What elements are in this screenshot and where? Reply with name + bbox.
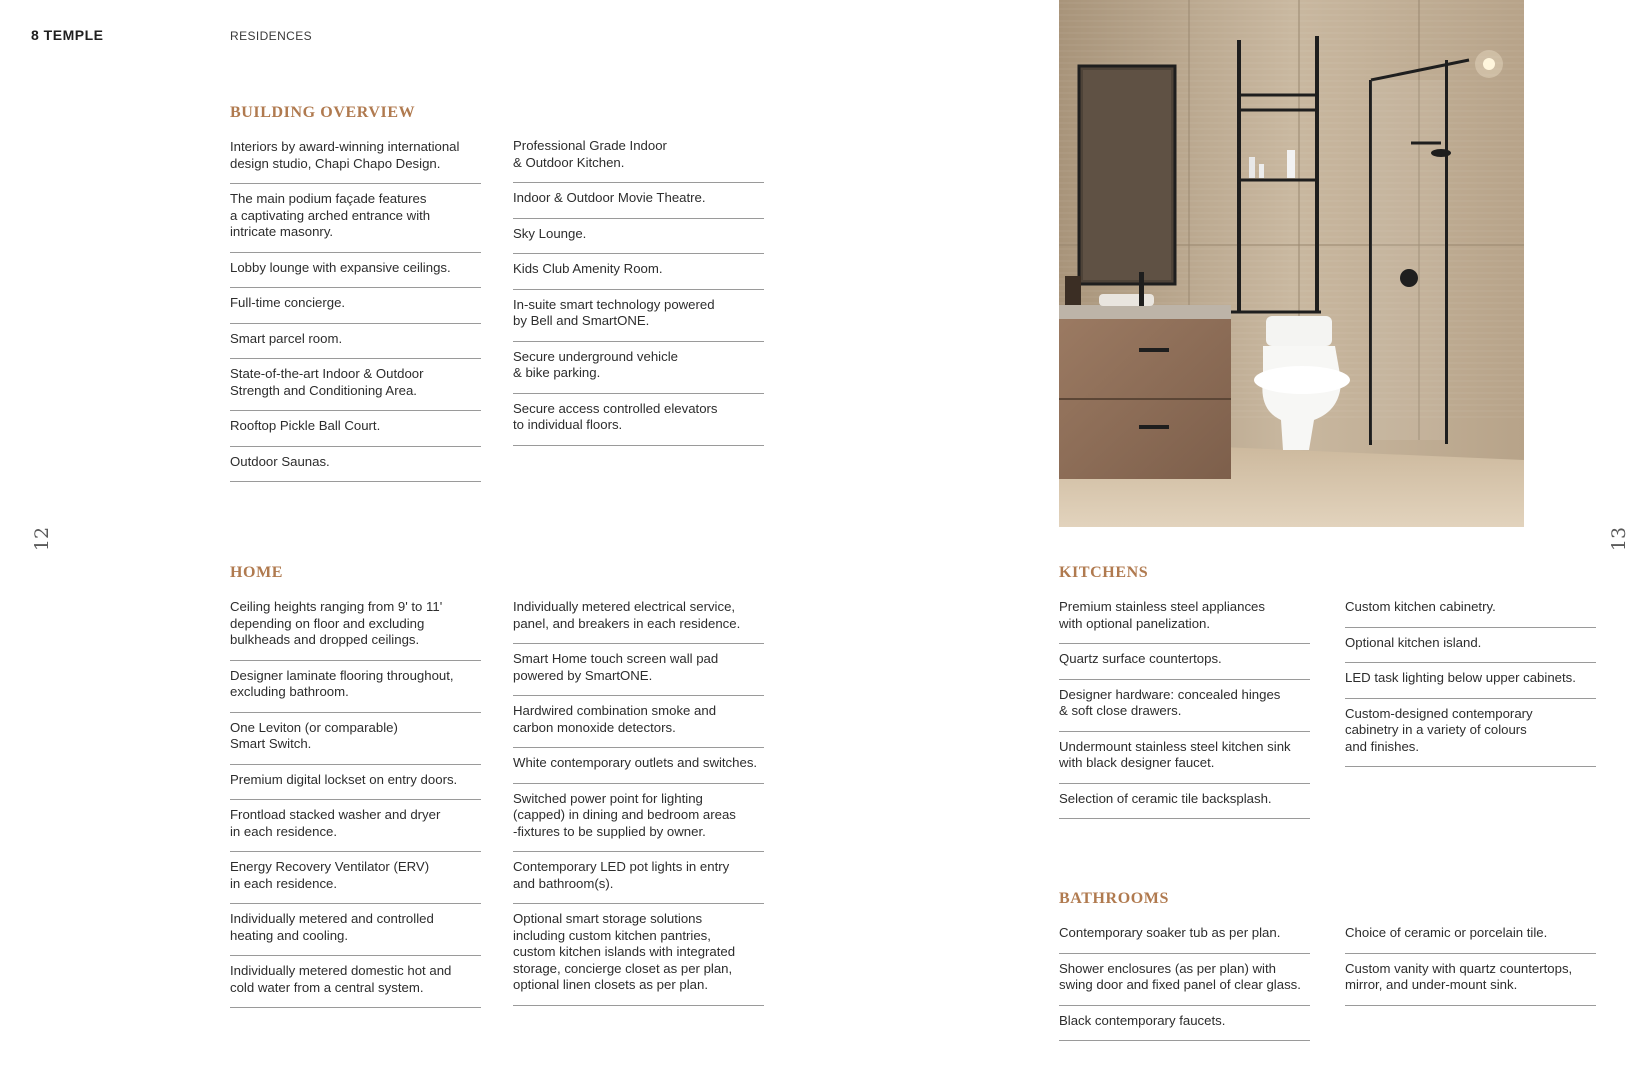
list-item: One Leviton (or comparable) Smart Switch. <box>230 713 481 765</box>
list-item: Premium stainless steel appliances with optional panelization. <box>1059 599 1310 644</box>
list-item: LED task lighting below upper cabinets. <box>1345 663 1596 699</box>
home-col1 <box>230 599 481 1008</box>
brand-logo: 8 TEMPLE <box>31 27 104 43</box>
list-item: Rooftop Pickle Ball Court. <box>230 411 481 447</box>
list-item: Undermount stainless steel kitchen sink with black designer faucet. <box>1059 732 1310 784</box>
building-overview-col2 <box>513 138 764 446</box>
list-item: Professional Grade Indoor & Outdoor Kitchen. <box>513 138 764 183</box>
building-overview-col1 <box>230 139 481 482</box>
bathroom-photo <box>1059 0 1524 527</box>
page-number-left: 12 <box>31 526 54 552</box>
list-item: Energy Recovery Ventilator (ERV) in each residence. <box>230 852 481 904</box>
list-item: Designer laminate flooring throughout, excluding bathroom. <box>230 661 481 713</box>
list-item: Optional kitchen island. <box>1345 628 1596 664</box>
bathroom-illustration <box>1059 0 1524 527</box>
list-item: Secure access controlled elevators to individual floors. <box>513 394 764 446</box>
list-item: Black contemporary faucets. <box>1059 1006 1310 1042</box>
list-item: Sky Lounge. <box>513 219 764 255</box>
home-col2 <box>513 599 764 1006</box>
bathrooms-col1 <box>1059 925 1310 1041</box>
list-item: Smart Home touch screen wall pad powered by SmartONE. <box>513 644 764 696</box>
list-item: Full-time concierge. <box>230 288 481 324</box>
section-label: RESIDENCES <box>230 29 313 43</box>
list-item: Lobby lounge with expansive ceilings. <box>230 253 481 289</box>
home-heading: HOME <box>230 564 284 581</box>
building-overview-heading: BUILDING OVERVIEW <box>230 104 416 121</box>
list-item: Custom kitchen cabinetry. <box>1345 599 1596 628</box>
list-item: Individually metered and controlled heating and cooling. <box>230 904 481 956</box>
list-item: White contemporary outlets and switches. <box>513 748 764 784</box>
list-item: Interiors by award-winning international design studio, Chapi Chapo Design. <box>230 139 481 184</box>
list-item: Premium digital lockset on entry doors. <box>230 765 481 801</box>
bathrooms-heading: BATHROOMS <box>1059 890 1170 907</box>
list-item: Designer hardware: concealed hinges & soft close drawers. <box>1059 680 1310 732</box>
list-item: Secure underground vehicle & bike parking. <box>513 342 764 394</box>
list-item: Ceiling heights ranging from 9' to 11' depending on floor and excluding bulkheads and dropped ceilings. <box>230 599 481 661</box>
page-number-right: 13 <box>1608 526 1631 552</box>
list-item: Choice of ceramic or porcelain tile. <box>1345 925 1596 954</box>
list-item: Quartz surface countertops. <box>1059 644 1310 680</box>
kitchens-col2 <box>1345 599 1596 767</box>
list-item: Optional smart storage solutions including custom kitchen pantries, custom kitchen islands with integrated storage, concierge closet as per plan, optional linen closets as per plan. <box>513 904 764 1006</box>
list-item: Individually metered domestic hot and cold water from a central system. <box>230 956 481 1008</box>
bathrooms-col2 <box>1345 925 1596 1006</box>
list-item: Selection of ceramic tile backsplash. <box>1059 784 1310 820</box>
list-item: State-of-the-art Indoor & Outdoor Strength and Conditioning Area. <box>230 359 481 411</box>
list-item: Custom-designed contemporary cabinetry in a variety of colours and finishes. <box>1345 699 1596 768</box>
list-item: Kids Club Amenity Room. <box>513 254 764 290</box>
list-item: Smart parcel room. <box>230 324 481 360</box>
list-item: In-suite smart technology powered by Bell and SmartONE. <box>513 290 764 342</box>
list-item: The main podium façade features a captivating arched entrance with intricate masonry. <box>230 184 481 253</box>
list-item: Custom vanity with quartz countertops, mirror, and under-mount sink. <box>1345 954 1596 1006</box>
list-item: Indoor & Outdoor Movie Theatre. <box>513 183 764 219</box>
list-item: Contemporary LED pot lights in entry and bathroom(s). <box>513 852 764 904</box>
list-item: Individually metered electrical service, panel, and breakers in each residence. <box>513 599 764 644</box>
kitchens-heading: KITCHENS <box>1059 564 1149 581</box>
list-item: Shower enclosures (as per plan) with swing door and fixed panel of clear glass. <box>1059 954 1310 1006</box>
list-item: Contemporary soaker tub as per plan. <box>1059 925 1310 954</box>
list-item: Hardwired combination smoke and carbon monoxide detectors. <box>513 696 764 748</box>
list-item: Outdoor Saunas. <box>230 447 481 483</box>
list-item: Frontload stacked washer and dryer in each residence. <box>230 800 481 852</box>
kitchens-col1 <box>1059 599 1310 819</box>
list-item: Switched power point for lighting (capped) in dining and bedroom areas -fixtures to be supplied by owner. <box>513 784 764 853</box>
